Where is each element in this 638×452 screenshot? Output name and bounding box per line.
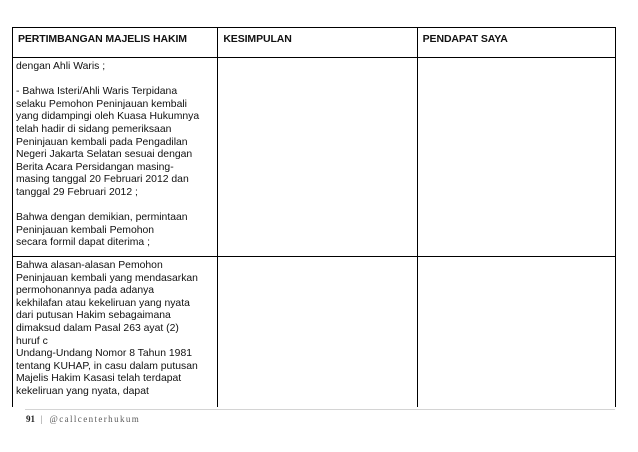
paragraph — [16, 260, 214, 399]
text-line: Peninjauan kembali pada Pengadilan — [16, 136, 188, 148]
footer-handle: @callcenterhukum — [49, 414, 141, 424]
text-line: Undang-Undang Nomor 8 Tahun 1981 — [16, 348, 192, 360]
text-line: Bahwa alasan-alasan Pemohon — [16, 260, 163, 271]
text-line: Peninjauan kembali yang mendasarkan — [16, 272, 198, 284]
text-line: masing tanggal 20 Februari 2012 dan — [16, 174, 189, 186]
header-kesimpulan: KESIMPULAN — [218, 28, 417, 58]
table-row — [13, 257, 616, 408]
page-footer — [26, 414, 140, 424]
text-line: permohonannya pada adanya — [16, 285, 155, 297]
paragraph — [16, 61, 214, 74]
table-header-row — [13, 28, 616, 58]
kesimpulan-cell[interactable] — [218, 58, 417, 257]
text-line: dimaksud dalam Pasal 263 ayat (2) — [16, 322, 179, 334]
text-line: dengan Ahli Waris ; — [16, 61, 106, 72]
text-line: dari putusan Hakim sebagaimana — [16, 310, 171, 322]
text-line: yang didampingi oleh Kuasa Hukumnya — [16, 111, 200, 123]
text-line: huruf c — [16, 335, 48, 347]
text-line: kekhilafan atau kekeliruan yang nyata — [16, 297, 190, 309]
footer-divider — [25, 409, 615, 410]
pendapat-cell[interactable] — [417, 257, 615, 408]
footer-separator: | — [40, 414, 44, 424]
header-pertimbangan: PERTIMBANGAN MAJELIS HAKIM — [13, 28, 218, 58]
text-line: kekeliruan yang nyata, dapat — [16, 385, 149, 397]
pertimbangan-cell — [13, 58, 218, 257]
pendapat-cell[interactable] — [417, 58, 615, 257]
text-line: Peninjauan kembali Pemohon — [16, 224, 155, 236]
text-line: Berita Acara Persidangan masing- — [16, 161, 174, 173]
text-line: - Bahwa Isteri/Ahli Waris Terpidana — [16, 86, 178, 98]
paragraph — [16, 86, 214, 199]
text-line: Negeri Jakarta Selatan sesuai dengan — [16, 149, 193, 161]
text-line: selaku Pemohon Peninjauan kembali — [16, 98, 187, 110]
text-line: secara formil dapat diterima ; — [16, 237, 150, 249]
page-number: 91 — [26, 414, 35, 424]
text-line: Bahwa dengan demikian, permintaan — [16, 212, 188, 224]
paragraph — [16, 212, 214, 250]
document-table — [12, 27, 616, 407]
text-line: Majelis Hakim Kasasi telah terdapat — [16, 373, 182, 385]
text-line: telah hadir di sidang pemeriksaan — [16, 123, 172, 135]
kesimpulan-cell[interactable] — [218, 257, 417, 408]
table-row — [13, 58, 616, 257]
header-pendapat: PENDAPAT SAYA — [417, 28, 615, 58]
pertimbangan-cell — [13, 257, 218, 408]
text-line: tanggal 29 Februari 2012 ; — [16, 186, 138, 198]
text-line: tentang KUHAP, in casu dalam putusan — [16, 360, 198, 372]
